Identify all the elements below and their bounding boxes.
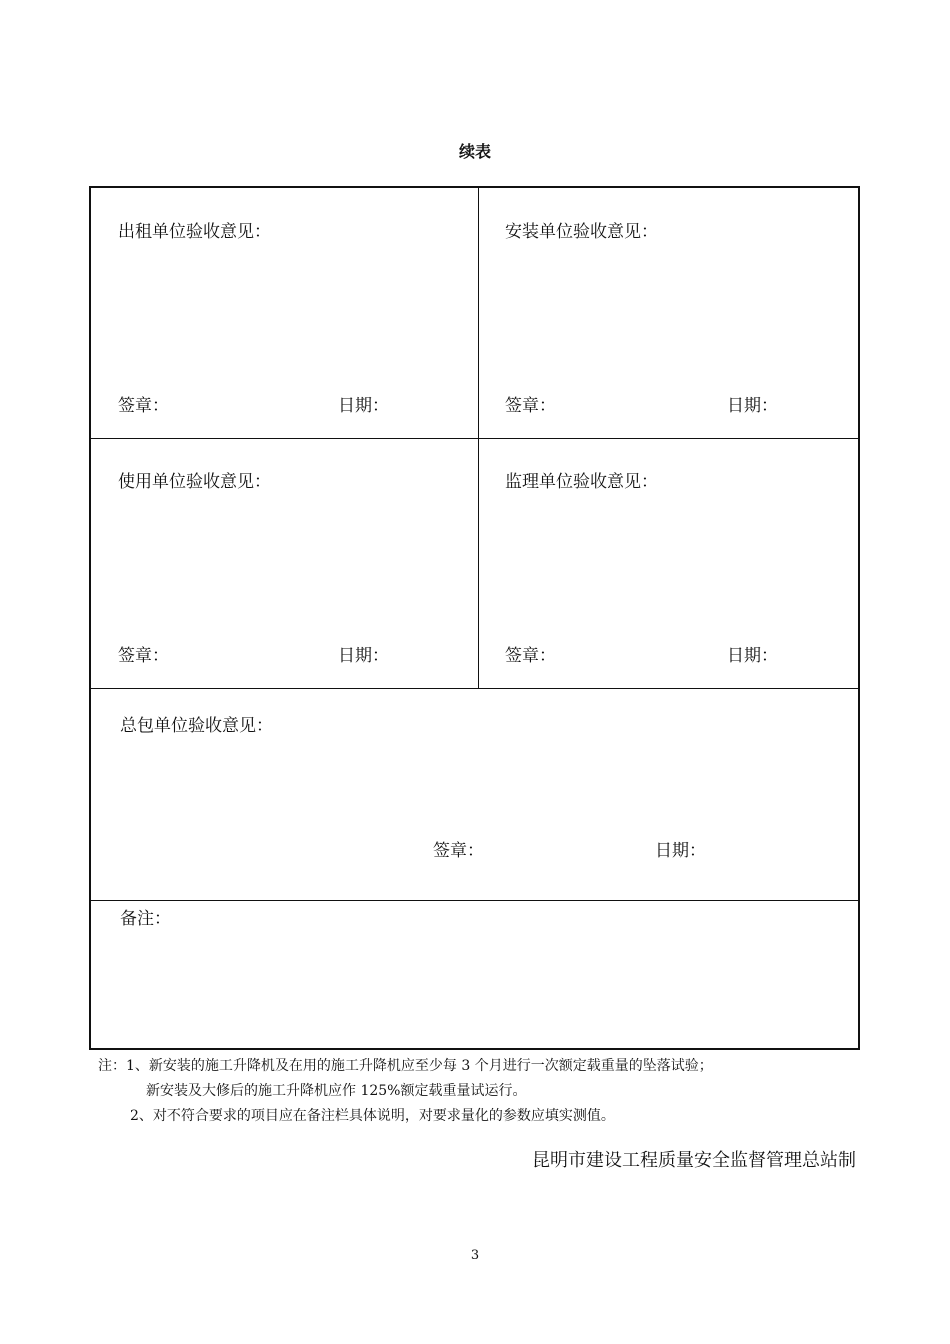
supervision-date-label: 日期： <box>727 646 778 666</box>
installation-date-label: 日期： <box>727 396 778 416</box>
remarks-heading: 备注： <box>120 909 171 929</box>
general-contractor-date-label: 日期： <box>655 841 706 861</box>
row-divider-1 <box>91 438 858 439</box>
rental-date-label: 日期： <box>338 396 389 416</box>
row-divider-2 <box>91 688 858 689</box>
general-contractor-opinion-heading: 总包单位验收意见： <box>120 716 273 736</box>
note-line-1: 注：1、新安装的施工升降机及在用的施工升降机应至少每 3 个月进行一次额定载重量的坠落试验； <box>98 1058 713 1074</box>
page-number: 3 <box>470 1248 480 1263</box>
installation-opinion-heading: 安装单位验收意见： <box>505 222 658 242</box>
supervision-opinion-heading: 监理单位验收意见： <box>505 472 658 492</box>
note-line-3: 2、对不符合要求的项目应在备注栏具体说明，对要求量化的参数应填实测值。 <box>130 1108 615 1124</box>
supervision-seal-label: 签章： <box>505 646 556 666</box>
rental-seal-label: 签章： <box>118 396 169 416</box>
acceptance-form-table <box>89 186 860 1050</box>
row-divider-3 <box>91 900 858 901</box>
user-seal-label: 签章： <box>118 646 169 666</box>
issuing-authority: 昆明市建设工程质量安全监督管理总站制 <box>532 1150 856 1171</box>
table-title: 续表 <box>458 142 491 161</box>
column-divider <box>478 188 479 689</box>
rental-opinion-heading: 出租单位验收意见： <box>118 222 271 242</box>
note-line-2: 新安装及大修后的施工升降机应作 125%额定载重量试运行。 <box>146 1083 527 1099</box>
user-date-label: 日期： <box>338 646 389 666</box>
user-opinion-heading: 使用单位验收意见： <box>118 472 271 492</box>
installation-seal-label: 签章： <box>505 396 556 416</box>
general-contractor-seal-label: 签章： <box>433 841 484 861</box>
